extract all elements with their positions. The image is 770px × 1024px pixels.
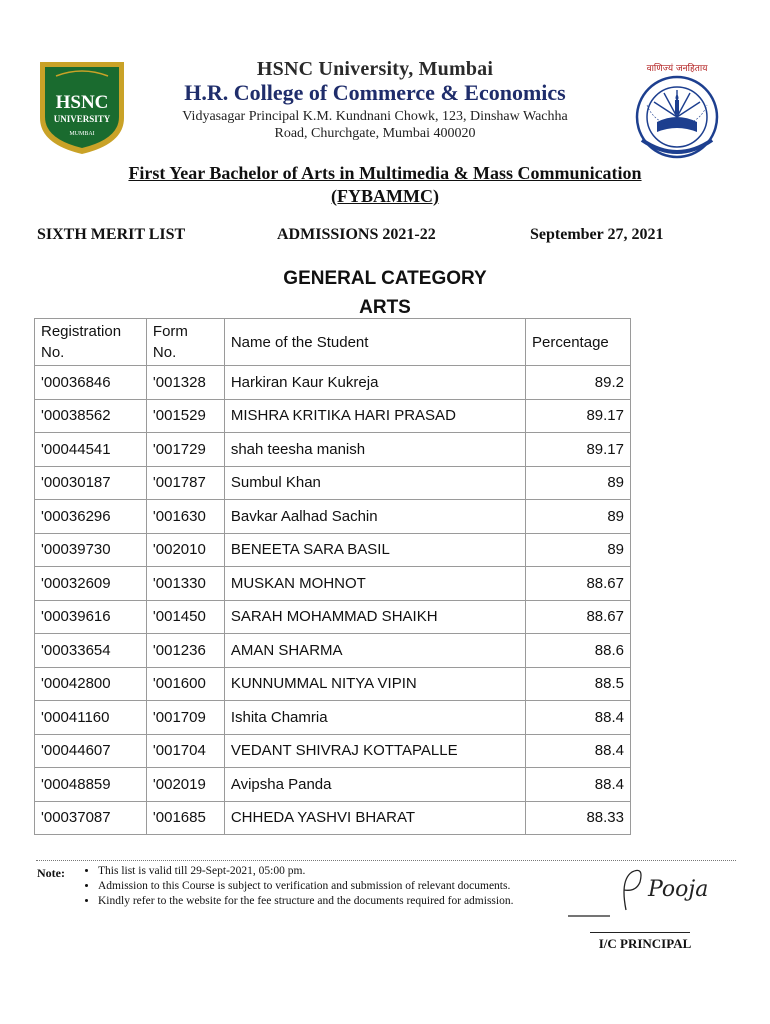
form-no-cell: '001450	[146, 600, 224, 634]
student-name-cell: Avipsha Panda	[224, 768, 525, 802]
registration-no-cell: '00038562	[35, 399, 147, 433]
hsnc-university-logo	[36, 56, 128, 156]
header-form-line2: No.	[152, 344, 177, 361]
percentage-cell: 88.67	[526, 600, 631, 634]
signature-line	[590, 932, 690, 933]
registration-no-cell: '00041160	[35, 701, 147, 735]
percentage-cell: 89.2	[526, 366, 631, 400]
table-row	[35, 567, 631, 601]
registration-no-cell: '00044607	[35, 734, 147, 768]
student-name-cell: BENEETA SARA BASIL	[224, 533, 525, 567]
percentage-cell: 88.6	[526, 634, 631, 668]
form-no-cell: '001236	[146, 634, 224, 668]
table-row	[35, 734, 631, 768]
form-no-cell: '002019	[146, 768, 224, 802]
registration-no-cell: '00030187	[35, 466, 147, 500]
student-name-cell: AMAN SHARMA	[224, 634, 525, 668]
header-reg-line1: Registration	[41, 323, 122, 340]
note-item: • Admission to this Course is subject to verification and submission of relevant documents.	[98, 879, 558, 893]
college-address	[150, 108, 600, 142]
notes-list	[82, 864, 558, 909]
course-title	[40, 162, 730, 208]
merit-table	[34, 318, 631, 835]
registration-no-cell: '00036296	[35, 500, 147, 534]
form-no-cell: '001729	[146, 433, 224, 467]
table-header-row	[35, 319, 631, 366]
registration-no-cell: '00032609	[35, 567, 147, 601]
header-registration-no	[35, 319, 147, 366]
table-row	[35, 433, 631, 467]
merit-table-body	[35, 366, 631, 835]
table-row	[35, 701, 631, 735]
table-row	[35, 399, 631, 433]
course-code: (FYBAMMC)	[331, 186, 439, 206]
registration-no-cell: '00033654	[35, 634, 147, 668]
form-no-cell: '001685	[146, 801, 224, 835]
student-name-cell: Ishita Chamria	[224, 701, 525, 735]
form-no-cell: '001600	[146, 667, 224, 701]
university-name: HSNC University, Mumbai	[256, 58, 494, 80]
student-name-cell: CHHEDA YASHVI BHARAT	[224, 801, 525, 835]
percentage-cell: 89.17	[526, 433, 631, 467]
category-heading	[180, 264, 590, 322]
form-no-cell: '001529	[146, 399, 224, 433]
header-form-no	[146, 319, 224, 366]
student-name-cell: shah teesha manish	[224, 433, 525, 467]
table-row	[35, 634, 631, 668]
percentage-cell: 88.4	[526, 701, 631, 735]
address-line-2: Road, Churchgate, Mumbai 400020	[274, 126, 476, 141]
table-row	[35, 768, 631, 802]
signature-text: Pooja	[648, 877, 709, 902]
course-name: First Year Bachelor of Arts in Multimedia & Mass Communication	[128, 163, 642, 183]
student-name-cell: Harkiran Kaur Kukreja	[224, 366, 525, 400]
percentage-cell: 88.33	[526, 801, 631, 835]
principal-signature	[566, 860, 746, 924]
percentage-cell: 89.17	[526, 399, 631, 433]
registration-no-cell: '00036846	[35, 366, 147, 400]
form-no-cell: '001328	[146, 366, 224, 400]
header-student-name: Name of the Student	[224, 319, 525, 366]
table-row	[35, 500, 631, 534]
seal-motto-text: वाणिज्यं जनहिताय	[646, 64, 708, 74]
percentage-cell: 88.4	[526, 734, 631, 768]
table-row	[35, 533, 631, 567]
form-no-cell: '001709	[146, 701, 224, 735]
student-name-cell: Bavkar Aalhad Sachin	[224, 500, 525, 534]
principal-title: I/C PRINCIPAL	[598, 936, 692, 951]
student-name-cell: SARAH MOHAMMAD SHAIKH	[224, 600, 525, 634]
form-no-cell: '001630	[146, 500, 224, 534]
list-date: September 27, 2021	[530, 226, 664, 243]
college-seal-logo	[622, 60, 732, 160]
note-item: • This list is valid till 29-Sept-2021, 05:00 pm.	[98, 864, 558, 878]
merit-list-number: SIXTH MERIT LIST	[37, 226, 186, 243]
table-row	[35, 466, 631, 500]
student-name-cell: MUSKAN MOHNOT	[224, 567, 525, 601]
college-name: H.R. College of Commerce & Economics	[184, 80, 566, 105]
form-no-cell: '001704	[146, 734, 224, 768]
category-general: GENERAL CATEGORY	[283, 268, 487, 289]
logo-mumbai-text: MUMBAI	[69, 131, 95, 137]
form-no-cell: '001330	[146, 567, 224, 601]
table-row	[35, 366, 631, 400]
registration-no-cell: '00039616	[35, 600, 147, 634]
percentage-cell: 88.67	[526, 567, 631, 601]
student-name-cell: KUNNUMMAL NITYA VIPIN	[224, 667, 525, 701]
student-name-cell: MISHRA KRITIKA HARI PRASAD	[224, 399, 525, 433]
admissions-year: ADMISSIONS 2021-22	[277, 226, 436, 243]
percentage-cell: 88.4	[526, 768, 631, 802]
logo-university-text: UNIVERSITY	[53, 114, 111, 124]
percentage-cell: 89	[526, 500, 631, 534]
header-reg-line2: No.	[41, 344, 65, 361]
registration-no-cell: '00048859	[35, 768, 147, 802]
registration-no-cell: '00037087	[35, 801, 147, 835]
logo-hsnc-text: HSNC	[55, 92, 109, 113]
percentage-cell: 88.5	[526, 667, 631, 701]
registration-no-cell: '00042800	[35, 667, 147, 701]
table-row	[35, 667, 631, 701]
student-name-cell: Sumbul Khan	[224, 466, 525, 500]
form-no-cell: '001787	[146, 466, 224, 500]
category-arts: ARTS	[359, 297, 411, 318]
address-line-1: Vidyasagar Principal K.M. Kundnani Chowk, 123, Dinshaw Wachha	[182, 109, 568, 124]
note-item: • Kindly refer to the website for the fee structure and the documents required for admission.	[98, 894, 558, 908]
student-name-cell: VEDANT SHIVRAJ KOTTAPALLE	[224, 734, 525, 768]
form-no-cell: '002010	[146, 533, 224, 567]
registration-no-cell: '00044541	[35, 433, 147, 467]
percentage-cell: 89	[526, 466, 631, 500]
header-form-line1: Form	[152, 323, 188, 340]
table-row	[35, 600, 631, 634]
percentage-cell: 89	[526, 533, 631, 567]
note-label: Note:	[37, 866, 65, 880]
registration-no-cell: '00039730	[35, 533, 147, 567]
table-row	[35, 801, 631, 835]
header-percentage: Percentage	[526, 319, 631, 366]
